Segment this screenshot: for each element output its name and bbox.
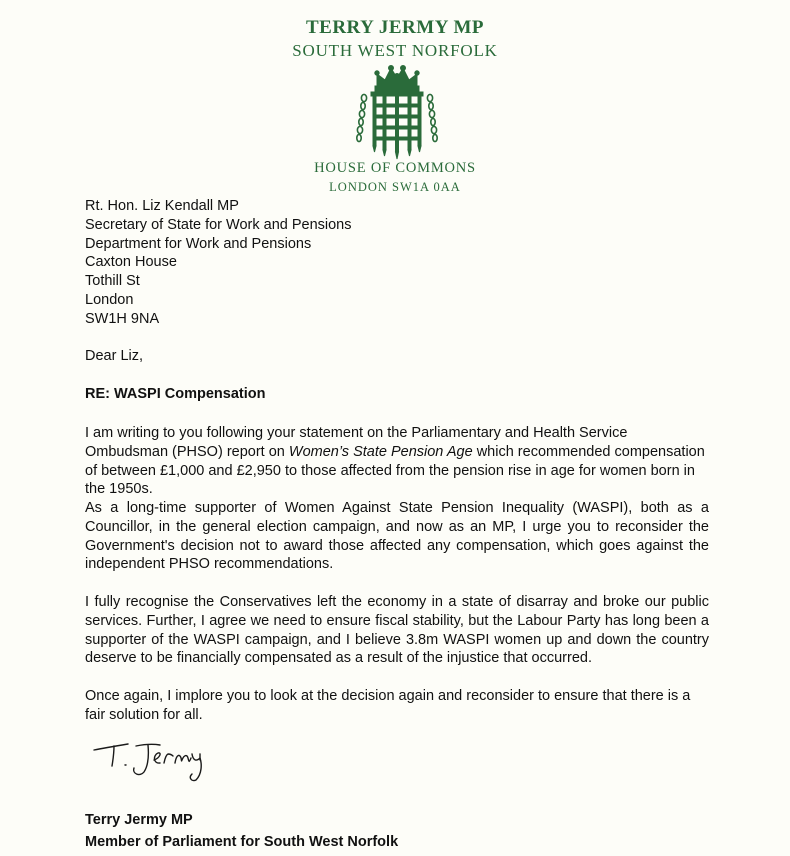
letterhead-house: HOUSE OF COMMONS [314,160,476,176]
recipient-line: Department for Work and Pensions [85,235,312,252]
letterhead-address: LONDON SW1A 0AA [329,180,461,194]
recipient-line: Rt. Hon. Liz Kendall MP [85,198,239,214]
letterhead-constituency: SOUTH WEST NORFOLK [292,41,498,60]
recipient-line: SW1H 9NA [85,310,160,327]
paragraph-1-before: I am writing to you following your statement on the Parliamentary and Health Service Ombudsman (PHSO) report on [85,425,628,460]
letterhead-mp-name: TERRY JERMY MP [305,17,485,38]
recipient-line: Caxton House [85,254,177,271]
signatory-name: Terry Jermy MP [85,812,193,828]
handwritten-signature [92,736,232,784]
subject-line: RE: WASPI Compensation [85,386,266,402]
report-title: Women’s State Pension Age [288,443,473,460]
portcullis-icon [355,64,439,160]
signatory-role: Member of Parliament for South West Norfolk [85,834,399,850]
paragraph-1 [85,424,709,499]
paragraph-3: I fully recognise the Conservatives left the economy in a state of disarray and broke our public services. Further, I agree we need to ensure fiscal stability, but the Labour Party has long been a supporter of the WASPI campaign, and I believe 3.8m WASPI women up and down the country deserve to be financially compensated as a result of the injustice that occurred. [85,594,709,667]
recipient-line: Tothill St [85,273,140,290]
paragraph-4: Once again, I implore you to look at the decision again and reconsider to ensure that there is a fair solution for all. [85,688,691,723]
paragraph-1-after: which recommended compensation of between £1,000 and £2,950 to those affected from the pension rise in age for women born in the 1950s. [85,443,705,498]
recipient-address [85,197,352,329]
salutation: Dear Liz, [85,348,144,364]
paragraph-2: As a long-time supporter of Women Against State Pension Inequality (WASPI), both as a Councillor, in the general election campaign, and now as an MP, I urge you to reconsider the Government's decision not to award those affected any compensation, which goes against the independent PHSO recommendations. [85,500,709,573]
recipient-line: Secretary of State for Work and Pensions [85,216,352,233]
recipient-line: London [85,291,134,308]
